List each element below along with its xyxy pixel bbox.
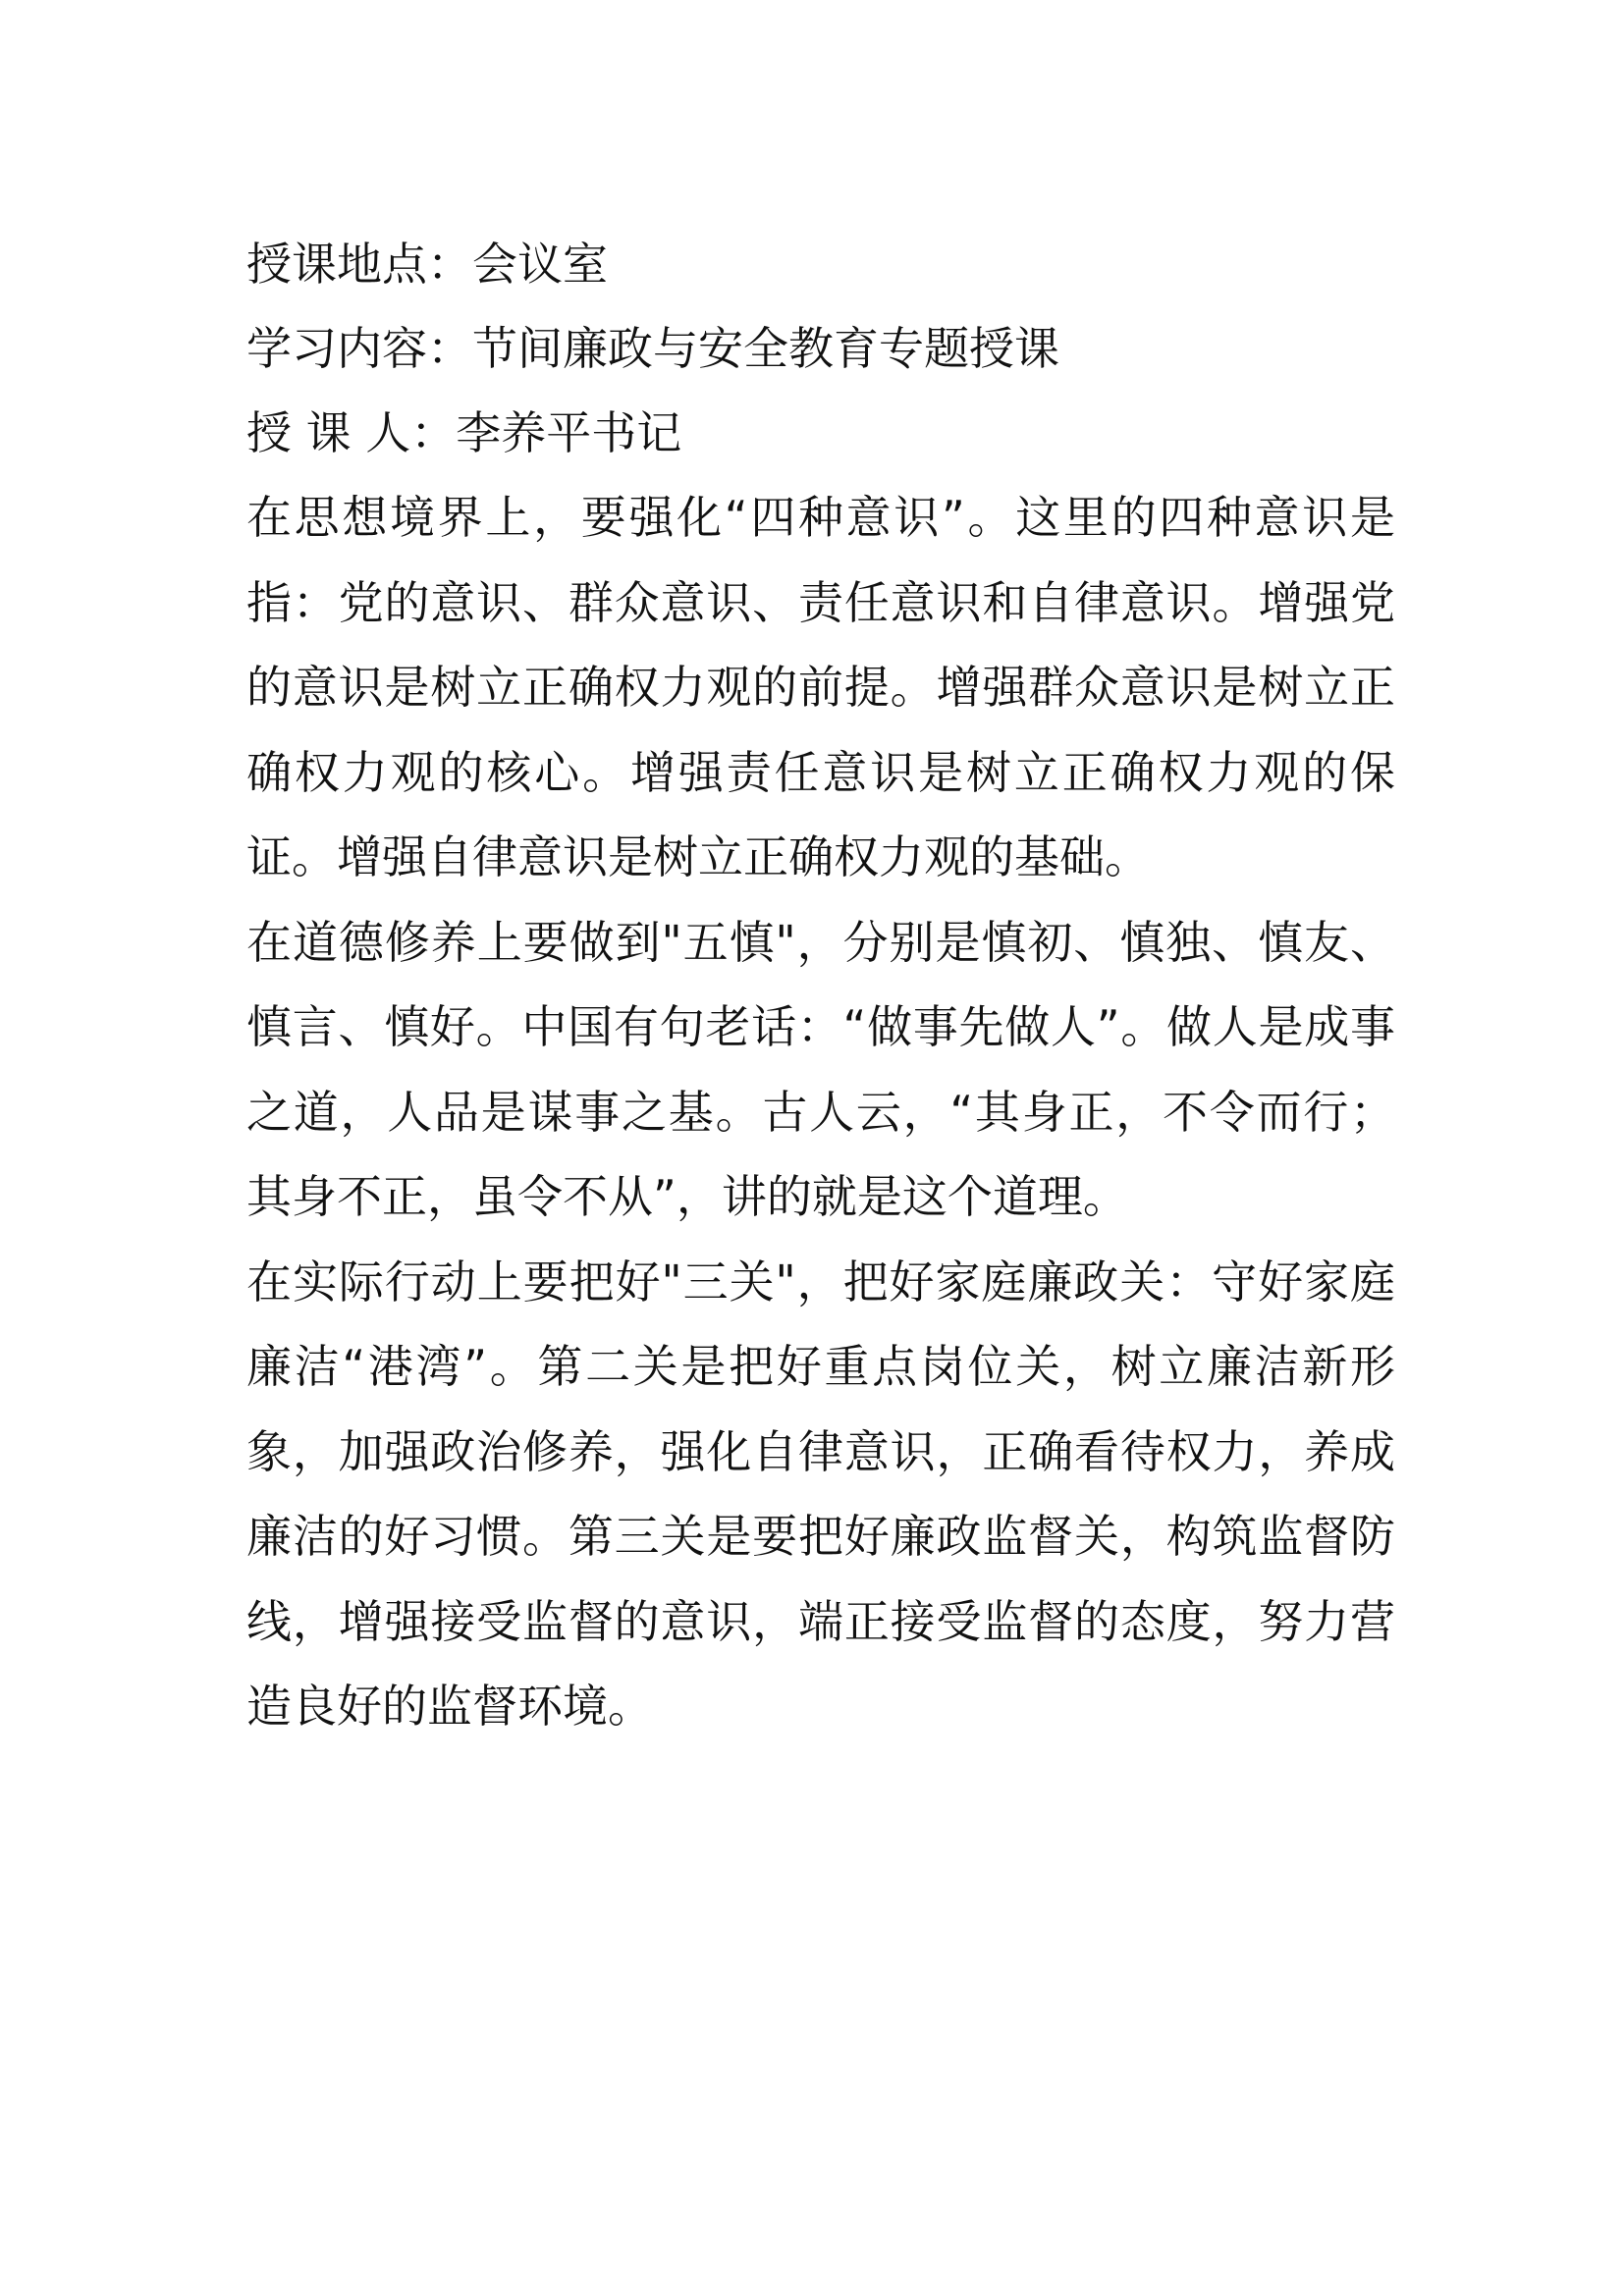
document-content	[246, 222, 1395, 1749]
lesson-topic: 学习内容：节间廉政与安全教育专题授课	[246, 322, 1059, 375]
lesson-location: 授课地点：会议室	[246, 238, 608, 291]
paragraph-action: 在实际行动上要把好"三关"，把好家庭廉政关：守好家庭廉洁“港湾”。第二关是把好重点岗位关，树立廉洁新形象，加强政治修养，强化自律意识，正确看待权力，养成廉洁的好习惯。第三关是要把好廉政监督关，构筑监督防线，增强接受监督的意识，端正接受监督的态度，努力营造良好的监督环境。	[246, 1255, 1395, 1733]
paragraph-ideology: 在思想境界上，要强化“四种意识”。这里的四种意识是指：党的意识、群众意识、责任意识和自律意识。增强党的意识是树立正确权力观的前提。增强群众意识是树立正确权力观的核心。增强责任意识是树立正确权力观的保证。增强自律意识是树立正确权力观的基础。	[246, 491, 1395, 883]
lesson-lecturer: 授 课 人：李养平书记	[246, 406, 682, 459]
paragraph-morality: 在道德修养上要做到"五慎"，分别是慎初、慎独、慎友、慎言、慎好。中国有句老话：“做事先做人”。做人是成事之道，人品是谋事之基。古人云，“其身正，不令而行；其身不正，虽令不从”，讲的就是这个道理。	[246, 915, 1395, 1223]
